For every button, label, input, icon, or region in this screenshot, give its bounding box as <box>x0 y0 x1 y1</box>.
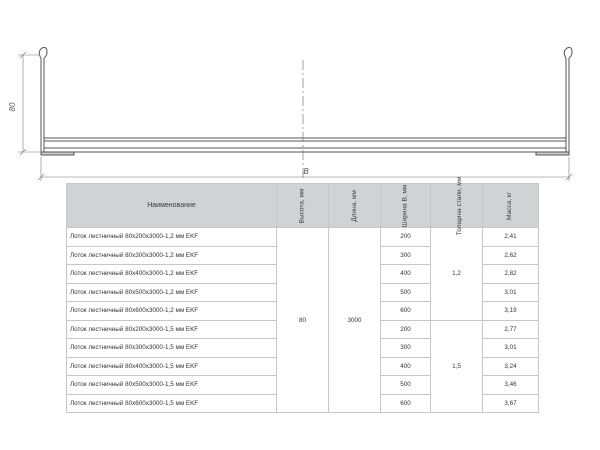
cell-name: Лоток лестничный 80x600x3000-1,2 мм EKF <box>67 302 277 321</box>
cell-mass: 3,67 <box>483 394 539 413</box>
left-hook <box>39 48 47 59</box>
height-dimension-label: 80 <box>8 102 17 112</box>
cell-name: Лоток лестничный 80x200x3000-1,5 мм EKF <box>67 320 277 339</box>
cell-width: 600 <box>381 302 431 321</box>
cell-name: Лоток лестничный 80x300x3000-1,2 мм EKF <box>67 246 277 265</box>
cell-width: 500 <box>381 283 431 302</box>
width-dimension-label: B <box>303 167 309 176</box>
cell-height-common: 80 <box>277 228 329 413</box>
header-mass: Масса, кг <box>483 184 539 228</box>
cell-mass: 2,62 <box>483 246 539 265</box>
tray-cross-section-drawing <box>0 0 600 182</box>
cell-thickness-group-2: 1,5 <box>431 320 483 413</box>
cell-name: Лоток лестничный 80x400x3000-1,2 мм EKF <box>67 265 277 284</box>
cell-name: Лоток лестничный 80x500x3000-1,2 мм EKF <box>67 283 277 302</box>
specification-table <box>66 176 539 413</box>
cell-mass: 2,77 <box>483 320 539 339</box>
cell-mass: 3,01 <box>483 339 539 358</box>
cell-name: Лоток лестничный 80x600x3000-1,5 мм EKF <box>67 394 277 413</box>
cell-name: Лоток лестничный 80x500x3000-1,5 мм EKF <box>67 376 277 395</box>
cell-thickness-group-1: 1,2 <box>431 228 483 321</box>
cell-width: 500 <box>381 376 431 395</box>
cell-width: 600 <box>381 394 431 413</box>
header-name: Наименование <box>67 184 277 228</box>
cell-mass: 3,19 <box>483 302 539 321</box>
cell-mass: 3,01 <box>483 283 539 302</box>
right-hook <box>564 48 572 59</box>
cell-name: Лоток лестничный 80x300x3000-1,5 мм EKF <box>67 339 277 358</box>
header-length: Длина, мм <box>329 184 381 228</box>
cell-width: 400 <box>381 357 431 376</box>
cell-width: 400 <box>381 265 431 284</box>
cell-width: 200 <box>381 320 431 339</box>
cell-name: Лоток лестничный 80x400x3000-1,5 мм EKF <box>67 357 277 376</box>
table-row <box>67 228 539 247</box>
cell-mass: 2,41 <box>483 228 539 247</box>
cell-mass: 2,82 <box>483 265 539 284</box>
cell-width: 300 <box>381 246 431 265</box>
header-height: Высота, мм <box>277 184 329 228</box>
header-width: Ширина В, мм <box>381 184 431 228</box>
header-thickness: Толщина стали, мм <box>431 184 483 228</box>
cell-width: 300 <box>381 339 431 358</box>
table-header-row <box>67 184 539 228</box>
cell-width: 200 <box>381 228 431 247</box>
cell-mass: 3,46 <box>483 376 539 395</box>
cell-length-common: 3000 <box>329 228 381 413</box>
cell-mass: 3,24 <box>483 357 539 376</box>
cell-name: Лоток лестничный 80x200x3000-1,2 мм EKF <box>67 228 277 247</box>
